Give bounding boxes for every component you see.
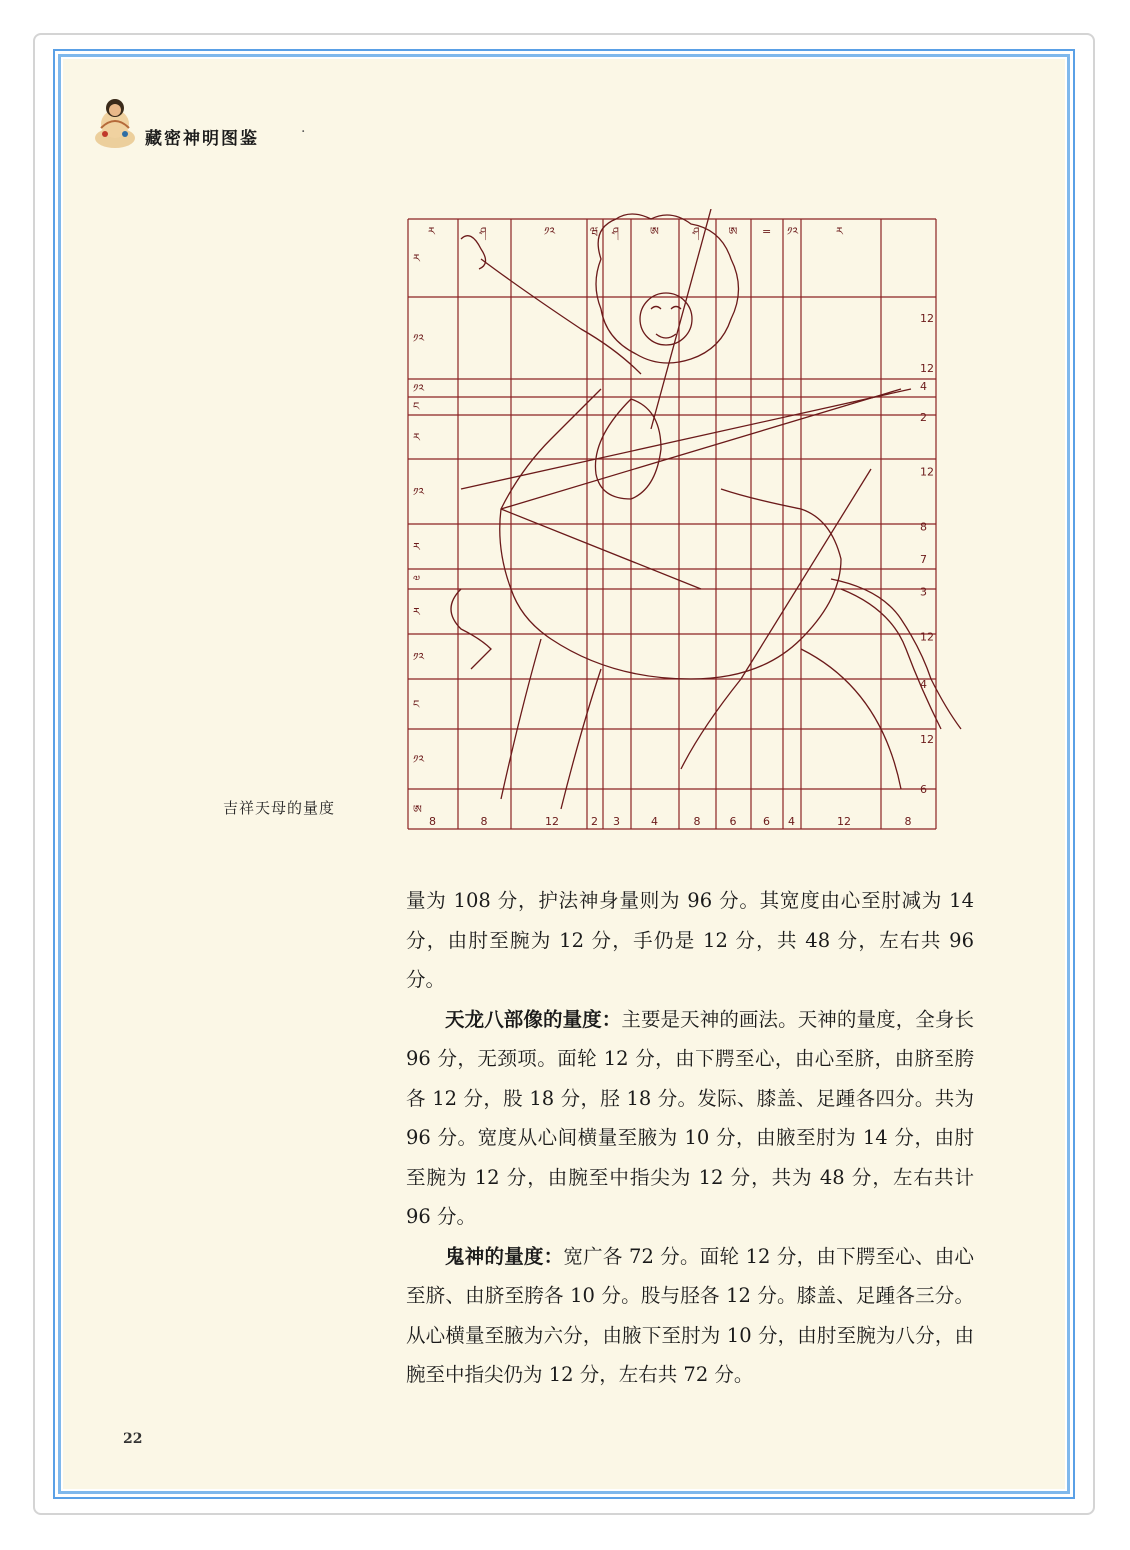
- paragraph-text: 主要是天神的画法。天神的量度，全身长 96 分，无颈项。面轮 12 分，由下腭至心，由心至脐，由脐至胯各 12 分，股 18 分，胫 18 分。发际、膝盖、足踵各四分。共为 96 分。宽度从心间横量至腋为 10 分，由腋至肘为 14 分，由肘至腕为 12 分，由腕至中指尖为 12 分，共为 48 分，左右共计 96 分。: [406, 1007, 974, 1228]
- grid-right-label: 8: [920, 520, 927, 534]
- book-page: [63, 59, 1065, 1489]
- section-heading: 天龙八部像的量度：: [445, 1007, 622, 1031]
- grid-bottom-label: 4: [788, 815, 795, 828]
- grid-bottom-label: 8: [904, 815, 912, 828]
- grid-left-label: ར: [413, 252, 420, 265]
- grid-top-label: ཝ: [590, 225, 599, 238]
- mule-leg: [501, 639, 541, 799]
- mule-leg: [681, 679, 741, 769]
- grid-bottom-label: 6: [763, 815, 770, 828]
- deity-face: [640, 293, 692, 345]
- grid-left-label: ༧: [413, 573, 421, 586]
- grid-right-label: 3: [920, 585, 927, 599]
- grid-top-label: ༡༢: [787, 225, 799, 238]
- mule-body: [500, 389, 841, 679]
- running-header: [93, 94, 393, 154]
- grid-left-label: ཨ: [413, 803, 422, 816]
- grid-top-label: ཤ: [692, 225, 700, 238]
- raised-arm: [481, 259, 641, 374]
- paragraph: [406, 1237, 974, 1395]
- paragraph: 量为 108 分，护法神身量则为 96 分。其宽度由心至肘减为 14 分，由肘至腕为 12 分，手仍是 12 分，共 48 分，左右共 96 分。: [406, 889, 974, 991]
- mule-leg: [801, 649, 901, 789]
- grid-right-label: 6: [920, 783, 927, 796]
- mule-tail: [831, 579, 961, 729]
- grid-left-label: ༡༢: [413, 753, 425, 766]
- grid-bottom-label: 8: [480, 815, 488, 828]
- grid-bottom-label: 8: [429, 815, 436, 828]
- book-title: 藏密神明图鉴: [145, 129, 259, 149]
- grid-left-label: ར: [413, 540, 420, 554]
- mule-tail: [841, 589, 941, 729]
- construction-line: [651, 209, 711, 429]
- grid-left-label: ༡༢: [413, 332, 425, 345]
- grid-top-label: ཨ: [728, 225, 738, 238]
- deity-emblem-icon: [93, 94, 137, 150]
- construction-line: [501, 509, 701, 589]
- grid-right-label: 12: [920, 362, 934, 375]
- figure-caption: 吉祥天母的量度: [223, 799, 336, 817]
- paragraph: [406, 1000, 974, 1237]
- grid-top-label: =: [762, 225, 772, 238]
- construction-line: [461, 389, 911, 489]
- construction-line: [501, 389, 901, 509]
- paragraph-text: 宽广各 72 分。面轮 12 分，由下腭至心、由心至脐、由脐至胯各 10 分。股与胫各 12 分。膝盖、足踵各三分。从心横量至腋为六分，由腋下至肘为 10 分，由肘至腕为八分，由腕至中指尖仍为 12 分，左右共 72 分。: [406, 1244, 974, 1386]
- grid-top-label: ཤ: [479, 225, 487, 238]
- grid-right-label: 12: [920, 465, 934, 479]
- page-number: 22: [123, 1431, 143, 1447]
- section-heading: 鬼神的量度：: [445, 1244, 564, 1268]
- grid-bottom-label: 8: [693, 815, 701, 828]
- grid-left-label: ར: [413, 431, 420, 444]
- grid-left-label: ང: [413, 698, 420, 711]
- grid-left-label: ར: [413, 605, 420, 619]
- mule-head: [595, 399, 661, 499]
- title-mark: ·: [301, 124, 306, 140]
- grid-bottom-label: 12: [545, 815, 559, 828]
- grid-right-label: 12: [920, 733, 934, 746]
- mule-leg: [561, 669, 601, 809]
- grid-top-label: ༡༢: [544, 225, 556, 238]
- body-text: [406, 881, 974, 1395]
- grid-bottom-label: 2: [591, 815, 598, 828]
- grid-right-label: 2: [920, 411, 927, 424]
- grid-right-label: 4: [920, 678, 927, 691]
- grid-right-label: 12: [920, 630, 934, 644]
- grid-bottom-label: 12: [837, 815, 851, 828]
- grid-right-label: 7: [920, 553, 927, 566]
- grid-bottom-label: 4: [651, 815, 658, 828]
- proportion-grid-figure: [401, 209, 976, 849]
- front-hoof: [451, 589, 491, 669]
- grid-left-label: ༡༢: [413, 485, 425, 499]
- grid-bottom-label: 6: [729, 815, 737, 828]
- grid-top-label: ཤ: [612, 225, 619, 238]
- grid-left-label: ང: [413, 400, 420, 413]
- grid-top-label: ཨ: [650, 225, 659, 238]
- grid-bottom-label: 3: [613, 815, 620, 828]
- grid-left-label: ༡༢: [413, 382, 425, 395]
- grid-right-label: 12: [920, 312, 934, 325]
- grid-right-label: 4: [920, 380, 927, 393]
- grid-left-label: ༡༢: [413, 650, 425, 664]
- grid-top-label: ར: [836, 225, 843, 238]
- hand: [461, 236, 486, 269]
- grid-top-label: ར: [428, 225, 435, 238]
